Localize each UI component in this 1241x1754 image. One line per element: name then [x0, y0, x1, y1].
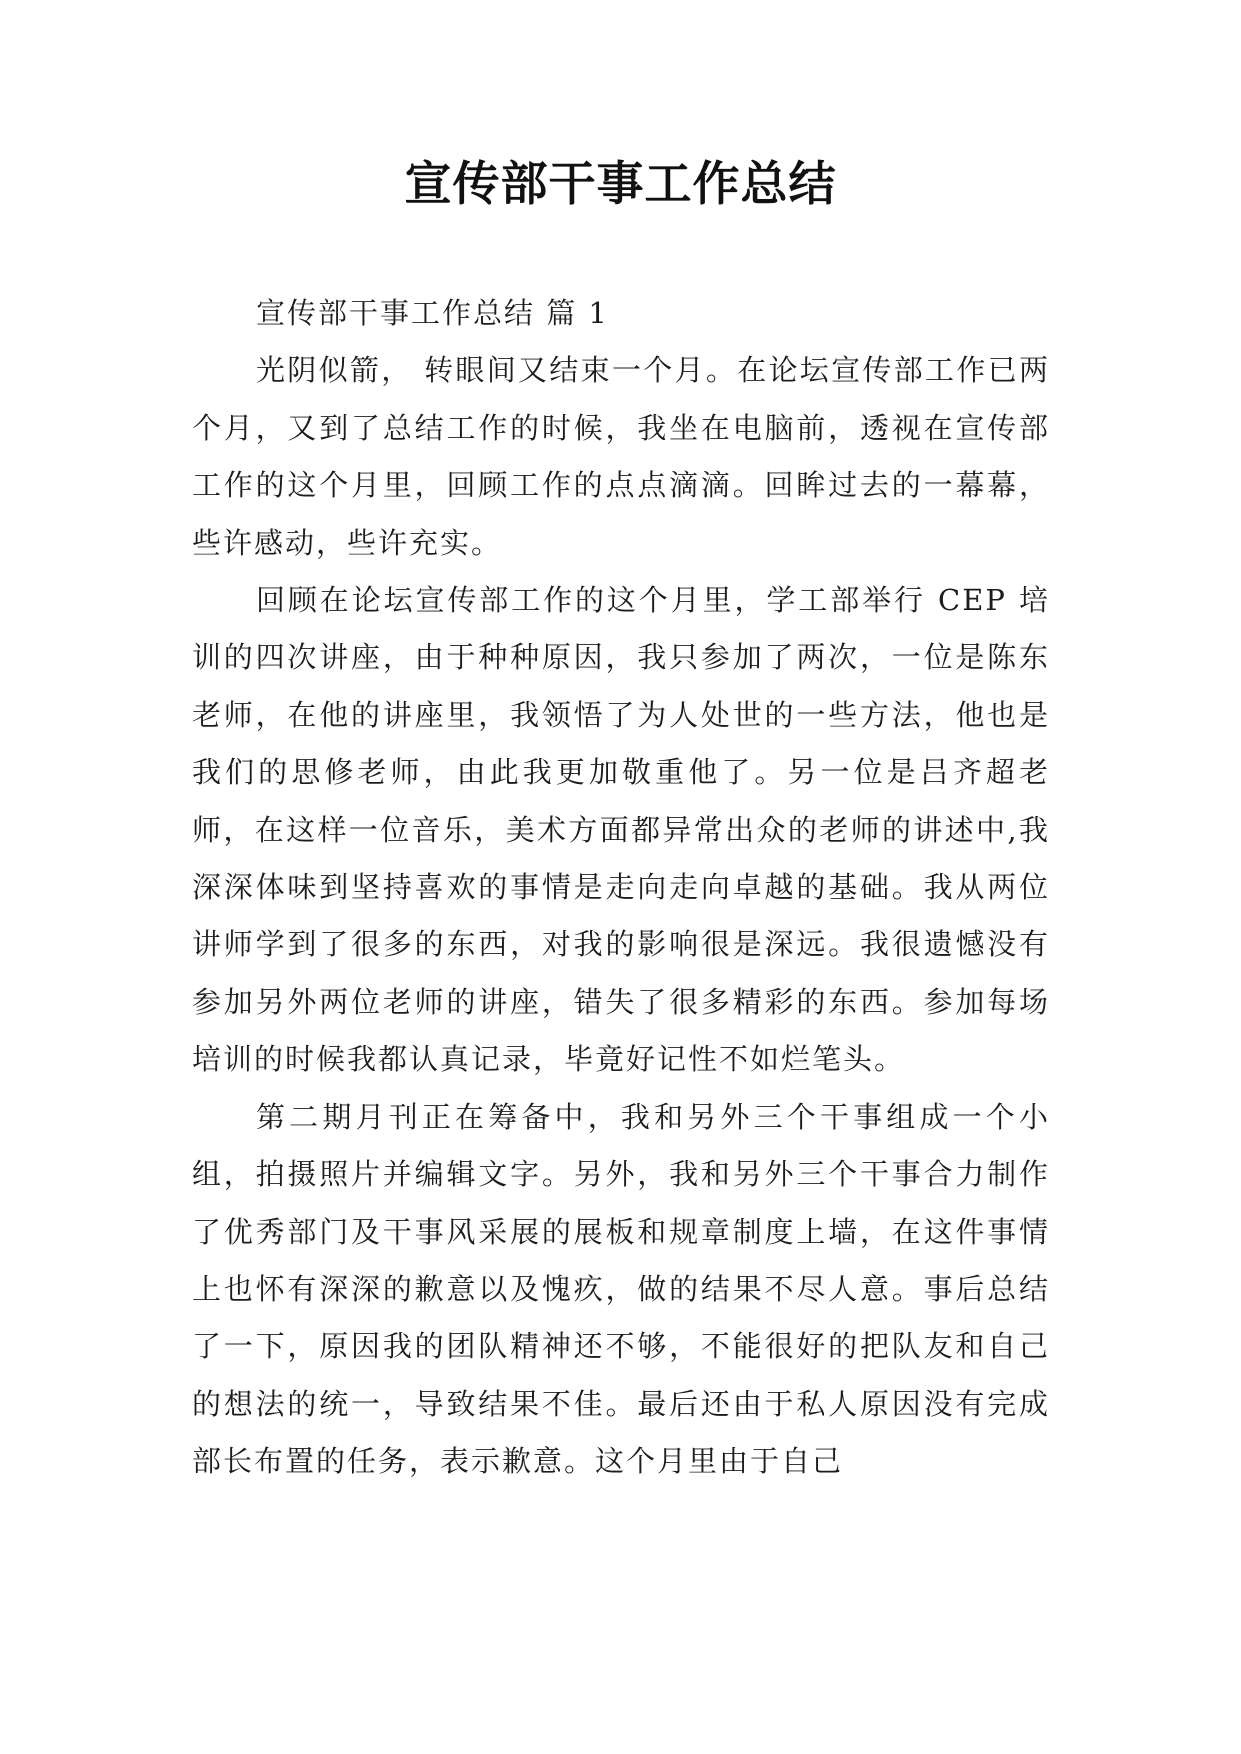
paragraph-1: 光阴似箭， 转眼间又结束一个月。在论坛宣传部工作已两个月，又到了总结工作的时候，我坐在电脑前，透视在宣传部工作的这个月里，回顾工作的点点滴滴。回眸过去的一幕幕，些许感动，些许充实。 — [192, 353, 1050, 560]
paragraph-2: 回顾在论坛宣传部工作的这个月里，学工部举行 CEP 培训的四次讲座，由于种种原因，我只参加了两次，一位是陈东老师，在他的讲座里，我领悟了为人处世的一些方法，他也是我们的思修老师，由此我更加敬重他了。另一位是吕齐超老师，在这样一位音乐，美术方面都异常出众的老师的讲述中,我深深体味到坚持喜欢的事情是走向走向卓越的基础。我从两位讲师学到了很多的东西，对我的影响很是深远。我很遗憾没有参加另外两位老师的讲座，错失了很多精彩的东西。参加每场培训的时候我都认真记录，毕竟好记性不如烂笔头。 — [192, 583, 1050, 1077]
document-body — [192, 285, 1050, 1491]
section-heading: 宣传部干事工作总结 篇 1 — [256, 296, 609, 330]
paragraph-3: 第二期月刊正在筹备中，我和另外三个干事组成一个小组，拍摄照片并编辑文字。另外，我和另外三个干事合力制作了优秀部门及干事风采展的展板和规章制度上墙，在这件事情上也怀有深深的歉意以及愧疚，做的结果不尽人意。事后总结了一下，原因我的团队精神还不够，不能很好的把队友和自己的想法的统一，导致结果不佳。最后还由于私人原因没有完成部长布置的任务，表示歉意。这个月里由于自己 — [192, 1099, 1050, 1479]
document-title: 宣传部干事工作总结 — [404, 157, 837, 212]
